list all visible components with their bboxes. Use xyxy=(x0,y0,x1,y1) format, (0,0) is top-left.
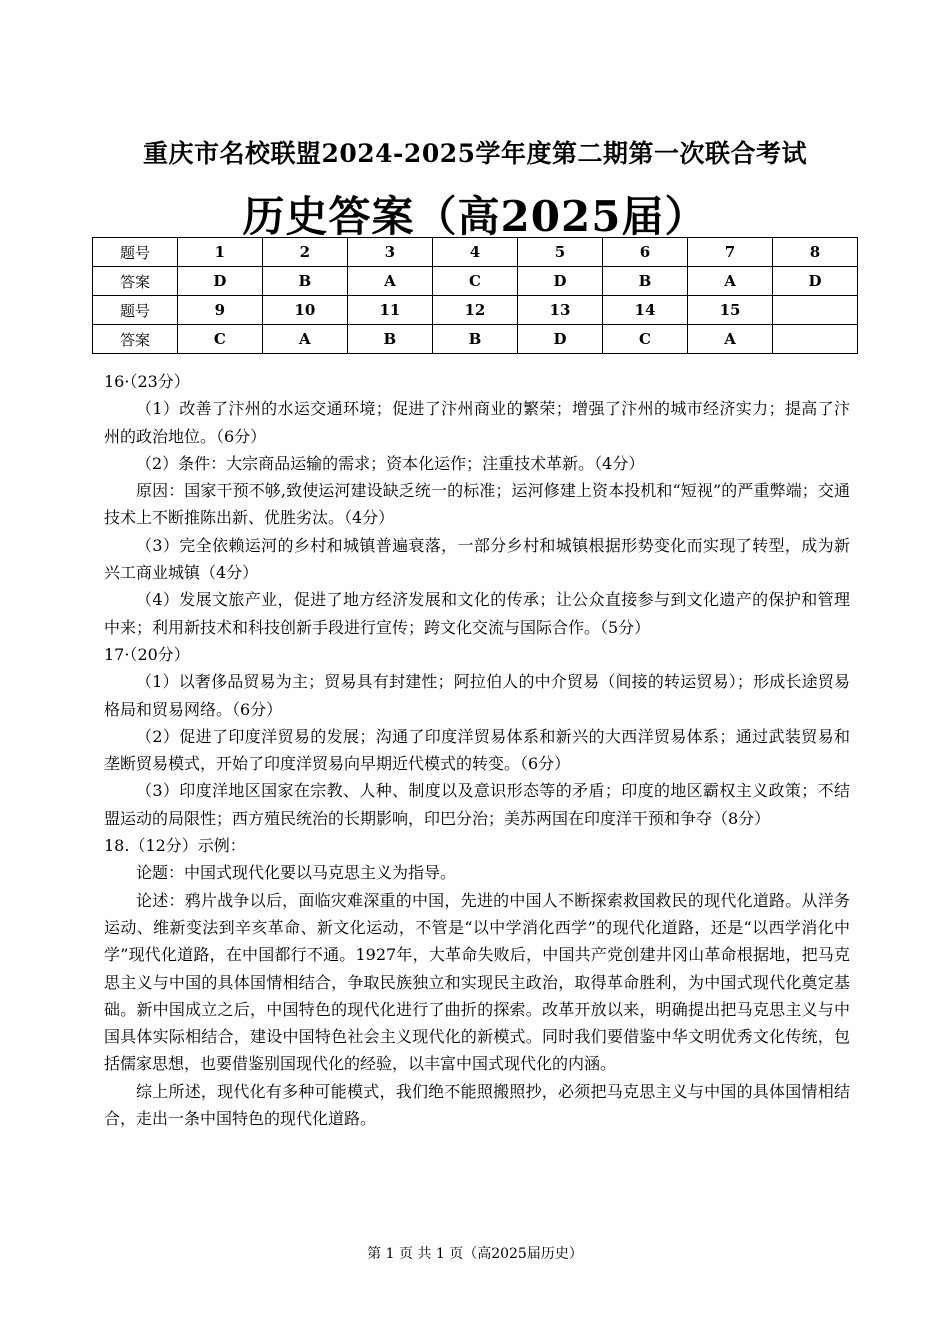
question-17-part-3: （3）印度洋地区国家在宗教、人种、制度以及意识形态等的矛盾；印度的地区霸权主义政策；不结盟运动的局限性；西方殖民统治的长期影响，印巴分治；美苏两国在印度洋干预和争夺（8分） xyxy=(104,781,850,828)
table-cell: 8 xyxy=(773,238,858,267)
exam-title: 重庆市名校联盟2024-2025学年度第二期第一次联合考试 xyxy=(142,139,808,168)
table-cell: D xyxy=(773,267,858,296)
question-17-heading: 17·（20分） xyxy=(104,644,190,664)
table-cell: C xyxy=(602,325,687,354)
table-row xyxy=(93,267,858,296)
question-18-conclusion: 综上所述，现代化有多种可能模式，我们绝不能照搬照抄，必须把马克思主义与中国的具体国情相结合，走出一条中国特色的现代化道路。 xyxy=(104,1081,850,1129)
table-cell: B xyxy=(347,325,432,354)
table-cell: C xyxy=(177,325,262,354)
table-cell: 10 xyxy=(262,296,347,325)
table-cell: 答案 xyxy=(93,325,178,354)
table-cell: B xyxy=(432,325,517,354)
table-cell xyxy=(773,325,858,354)
table-cell: 题号 xyxy=(93,296,178,325)
table-cell: A xyxy=(688,267,773,296)
table-cell: 9 xyxy=(177,296,262,325)
question-18-argument: 论述：鸦片战争以后，面临灾难深重的中国，先进的中国人不断探索救国救民的现代化道路。从洋务运动、维新变法到辛亥革命、新文化运动，不管是“以中学消化西学”的现代化道路，还是“以西学消化中学”现代化道路，在中国都行不通。1927年，大革命失败后，中国共产党创建井冈山革命根据地，把马克思主义与中国的具体国情相结合，争取民族独立和实现民主政治，取得革命胜利，为中国式现代化奠定基础。新中国成立之后，中国特色的现代化进行了曲折的探索。改革开放以来，明确提出把马克思主义与中国具体实际相结合，建设中国特色社会主义现代化的新模式。同时我们要借鉴中华文明优秀文化传统，包括儒家思想，也要借鉴别国现代化的经验，以丰富中国式现代化的内涵。 xyxy=(104,890,850,1074)
table-row xyxy=(93,325,858,354)
table-cell: 1 xyxy=(177,238,262,267)
question-18-heading: 18.（12分）示例： xyxy=(104,836,246,856)
question-16-heading: 16·（23分） xyxy=(104,372,190,391)
page-footer: 第 1 页 共 1 页（高2025届历史） xyxy=(367,1246,583,1262)
table-cell: 4 xyxy=(432,238,517,267)
table-cell: A xyxy=(262,325,347,354)
table-cell: A xyxy=(688,325,773,354)
table-cell: 7 xyxy=(688,238,773,267)
question-16-part-2: （2）条件：大宗商品运输的需求；资本化运作；注重技术革新。（4分） xyxy=(136,453,645,473)
table-cell: 14 xyxy=(602,296,687,325)
table-cell: 11 xyxy=(347,296,432,325)
question-17-part-1: （1）以奢侈品贸易为主；贸易具有封建性；阿拉伯人的中介贸易（间接的转运贸易）；形成长途贸易格局和贸易网络。（6分） xyxy=(104,672,850,719)
answer-table xyxy=(92,237,858,354)
table-cell: D xyxy=(177,267,262,296)
table-cell: 15 xyxy=(688,296,773,325)
table-cell xyxy=(773,296,858,325)
table-cell: D xyxy=(517,267,602,296)
table-cell: 13 xyxy=(517,296,602,325)
table-cell: 题号 xyxy=(93,238,178,267)
table-cell: B xyxy=(262,267,347,296)
table-row xyxy=(93,296,858,325)
table-cell: 2 xyxy=(262,238,347,267)
table-cell: C xyxy=(432,267,517,296)
table-cell: 12 xyxy=(432,296,517,325)
question-16-part-3: （3）完全依赖运河的乡村和城镇普遍衰落，一部分乡村和城镇根据形势变化而实现了转型，成为新兴工商业城镇（4分） xyxy=(104,535,850,583)
table-cell: 答案 xyxy=(93,267,178,296)
question-18-thesis: 论题：中国式现代化要以马克思主义为指导。 xyxy=(136,863,457,883)
question-16-part-4: （4）发展文旅产业，促进了地方经济发展和文化的传承；让公众直接参与到文化遗产的保护和管理中来；利用新技术和科技创新手段进行宣传；跨文化交流与国际合作。（5分） xyxy=(104,590,850,637)
answer-body xyxy=(104,368,850,1132)
table-cell: B xyxy=(602,267,687,296)
question-16-part-2-reason: 原因：国家干预不够,致使运河建设缺乏统一的标准；运河修建上资本投机和“短视”的严重弊端；交通技术上不断推陈出新、优胜劣汰。（4分） xyxy=(104,481,850,528)
document-subtitle: 历史答案（高2025届） xyxy=(242,192,708,241)
table-row xyxy=(93,238,858,267)
table-cell: 3 xyxy=(347,238,432,267)
table-cell: A xyxy=(347,267,432,296)
table-cell: 5 xyxy=(517,238,602,267)
question-16-part-1: （1）改善了汴州的水运交通环境；促进了汴州商业的繁荣；增强了汴州的城市经济实力；提高了汴州的政治地位。（6分） xyxy=(104,399,850,446)
question-17-part-2: （2）促进了印度洋贸易的发展；沟通了印度洋贸易体系和新兴的大西洋贸易体系；通过武装贸易和垄断贸易模式，开始了印度洋贸易向早期近代模式的转变。（6分） xyxy=(104,726,850,774)
table-cell: 6 xyxy=(602,238,687,267)
table-cell: D xyxy=(517,325,602,354)
